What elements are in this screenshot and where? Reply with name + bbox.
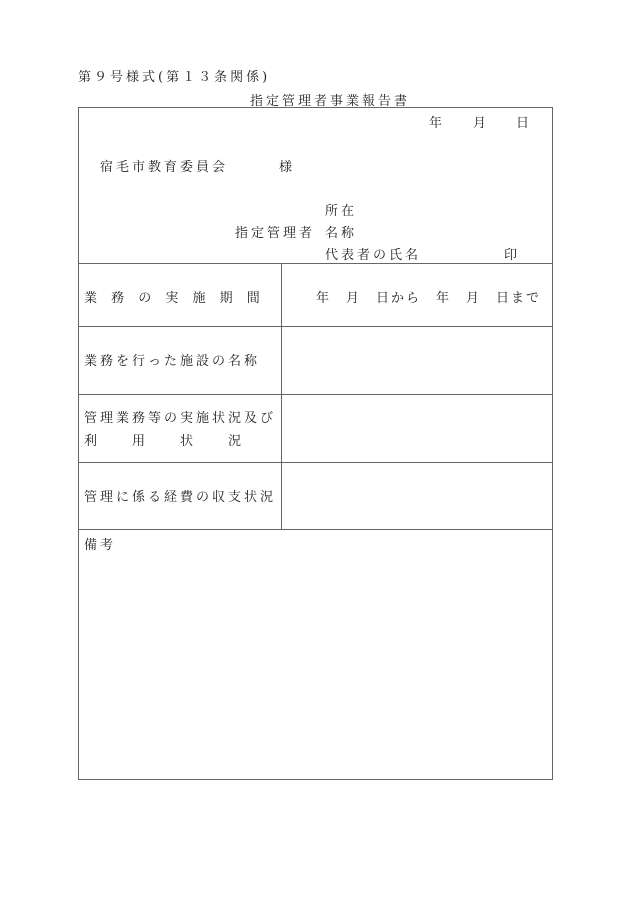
divider [78,529,553,530]
row-label-expenses: 管理に係る経費の収支状況 [84,490,277,505]
row-label-usage: 利 用 状 況 [84,434,245,449]
form-number: 第９号様式(第１３条関係) [78,70,271,85]
row-value-facility[interactable] [282,327,552,394]
representative-label: 代表者の氏名 [325,248,422,263]
remarks-label: 備考 [84,538,117,553]
date-year: 年 [429,116,443,131]
seal-mark: 印 [504,248,518,263]
manager-label: 指定管理者 [235,226,316,241]
divider [78,263,553,264]
honorific: 様 [279,160,293,175]
name-label: 名称 [325,226,358,241]
addressee: 宿毛市教育委員会 [100,160,229,175]
row-label-facility: 業務を行った施設の名称 [84,354,261,369]
row-label-status: 管理業務等の実施状況及び [84,411,277,426]
document-title: 指定管理者事業報告書 [250,94,411,109]
row-value-period[interactable]: 年 月 日から 年 月 日まで [316,291,542,306]
address-label: 所在 [325,204,358,219]
row-label-period: 業 務 の 実 施 期 間 [84,291,265,306]
row-value-status[interactable] [282,395,552,462]
row-value-expenses[interactable] [282,463,552,529]
date-month: 月 [473,116,487,131]
date-day: 日 [516,116,530,131]
